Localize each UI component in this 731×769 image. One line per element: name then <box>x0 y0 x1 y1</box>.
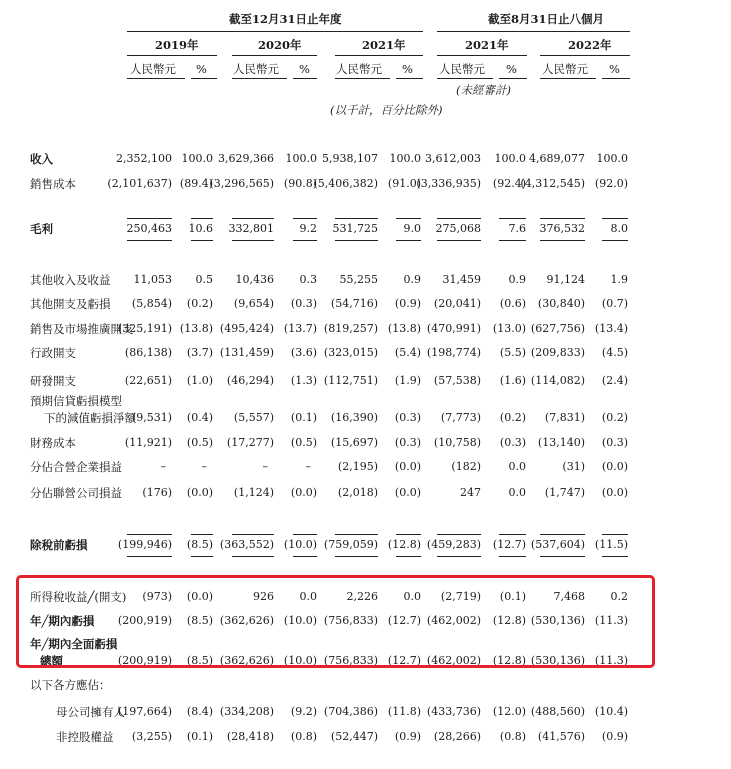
percent-cell: (0.3) <box>290 297 317 310</box>
row-label: 分佔合營企業損益 <box>30 460 122 474</box>
percent-cell: (0.8) <box>290 730 317 743</box>
percent-cell: (8.5) <box>186 614 213 627</box>
rule <box>335 55 423 56</box>
amount-cell: (462,002) <box>426 654 481 667</box>
header-interim-group: 截至8月31日止八個月 <box>488 12 605 26</box>
amount-cell: (7,773) <box>440 411 481 424</box>
amount-cell: (182) <box>451 460 481 473</box>
row-label: 其他開支及虧損 <box>30 297 111 311</box>
amount-cell: (530,136) <box>530 614 585 627</box>
subtotal-rule <box>127 240 172 241</box>
amount-cell: (973) <box>142 590 172 603</box>
subtotal-rule <box>127 534 172 535</box>
percent-cell: 10.6 <box>188 222 213 235</box>
percent-cell: (12.7) <box>492 538 526 551</box>
percent-cell: (12.8) <box>387 538 421 551</box>
amount-cell: (114,082) <box>530 374 585 387</box>
amount-cell: (819,257) <box>323 322 378 335</box>
amount-cell: (756,833) <box>323 614 378 627</box>
amount-cell: (2,101,637) <box>107 177 172 190</box>
rule <box>293 78 317 79</box>
amount-cell: (209,833) <box>530 346 585 359</box>
percent-cell: (8.4) <box>186 705 213 718</box>
subtotal-rule <box>191 240 213 241</box>
amount-cell: (4,312,545) <box>520 177 585 190</box>
row-label-continued: 總額 <box>40 654 63 668</box>
percent-cell: (0.3) <box>394 411 421 424</box>
row-label: 毛利 <box>30 222 53 236</box>
amount-cell: (16,390) <box>330 411 378 424</box>
percent-cell: 0.0 <box>508 486 526 499</box>
subtotal-rule <box>396 556 421 557</box>
amount-cell: (459,283) <box>426 538 481 551</box>
header-year-2021: 2021年 <box>362 38 406 52</box>
amount-cell: (197,664) <box>117 705 172 718</box>
amount-cell: 7,468 <box>553 590 585 603</box>
amount-cell: 250,463 <box>126 222 172 235</box>
subtotal-rule <box>499 556 526 557</box>
subtotal-rule <box>540 218 585 219</box>
row-label: 除稅前虧損 <box>30 538 88 552</box>
amount-cell: (20,041) <box>433 297 481 310</box>
subtotal-rule <box>335 534 378 535</box>
amount-cell: (2,018) <box>337 486 378 499</box>
percent-cell: (10.0) <box>283 538 317 551</box>
amount-cell: (9,531) <box>131 411 172 424</box>
subtotal-rule <box>335 218 378 219</box>
amount-cell: (2,195) <box>337 460 378 473</box>
percent-cell: (11.3) <box>594 614 628 627</box>
percent-cell: 0.3 <box>299 273 317 286</box>
amount-cell: 3,629,366 <box>218 152 274 165</box>
percent-cell: 0.0 <box>299 590 317 603</box>
amount-cell: (704,386) <box>323 705 378 718</box>
amount-cell: 531,725 <box>332 222 378 235</box>
amount-cell: 3,612,003 <box>425 152 481 165</box>
amount-cell: 91,124 <box>546 273 585 286</box>
percent-cell: (12.7) <box>387 654 421 667</box>
subtotal-rule <box>293 556 317 557</box>
percent-cell: – <box>305 460 311 473</box>
amount-cell: (10,758) <box>433 436 481 449</box>
amount-cell: (5,406,382) <box>313 177 378 190</box>
percent-cell: 100.0 <box>389 152 421 165</box>
amount-cell: 31,459 <box>442 273 481 286</box>
percent-cell: 7.6 <box>508 222 526 235</box>
row-label: 所得稅收益╱(開支) <box>30 590 127 604</box>
header-year-2019: 2019年 <box>155 38 199 52</box>
percent-cell: 0.0 <box>508 460 526 473</box>
row-label: 年╱期內虧損 <box>30 614 95 628</box>
pct-label: % <box>402 62 413 76</box>
subtotal-rule <box>232 240 274 241</box>
amount-cell: (530,136) <box>530 654 585 667</box>
amount-cell: (7,831) <box>544 411 585 424</box>
subtotal-rule <box>437 218 481 219</box>
pct-label: % <box>609 62 620 76</box>
percent-cell: (1.9) <box>394 374 421 387</box>
amount-cell: 376,532 <box>539 222 585 235</box>
amount-cell: (3,336,935) <box>416 177 481 190</box>
amount-cell: (470,991) <box>426 322 481 335</box>
amount-cell: (627,756) <box>530 322 585 335</box>
subtotal-rule <box>396 534 421 535</box>
amount-cell: (46,294) <box>226 374 274 387</box>
amount-cell: (200,919) <box>117 654 172 667</box>
percent-cell: (92.0) <box>594 177 628 190</box>
percent-cell: (91.0) <box>387 177 421 190</box>
percent-cell: (92.4) <box>492 177 526 190</box>
percent-cell: (0.0) <box>601 486 628 499</box>
percent-cell: (0.3) <box>601 436 628 449</box>
amount-cell: 2,226 <box>346 590 378 603</box>
subtotal-rule <box>602 534 628 535</box>
rule <box>335 78 390 79</box>
subtotal-rule <box>232 218 274 219</box>
header-year-2021-interim: 2021年 <box>465 38 509 52</box>
amount-cell: (13,140) <box>537 436 585 449</box>
row-label: 研發開支 <box>30 374 76 388</box>
amount-cell: 11,053 <box>133 273 172 286</box>
amount-cell: 926 <box>253 590 274 603</box>
percent-cell: (1.6) <box>499 374 526 387</box>
subtotal-rule <box>437 240 481 241</box>
amount-cell: (86,138) <box>124 346 172 359</box>
amount-cell: 275,068 <box>435 222 481 235</box>
header-year-2022-interim: 2022年 <box>568 38 612 52</box>
row-label: 銷售成本 <box>30 177 76 191</box>
header-year-group: 截至12月31日止年度 <box>229 12 342 26</box>
amount-cell: (325,191) <box>117 322 172 335</box>
percent-cell: (8.5) <box>186 654 213 667</box>
percent-cell: (11.5) <box>594 538 628 551</box>
subtotal-rule <box>540 240 585 241</box>
amount-cell: (363,552) <box>219 538 274 551</box>
percent-cell: (13.4) <box>594 322 628 335</box>
percent-cell: (8.5) <box>186 538 213 551</box>
percent-cell: 0.2 <box>610 590 628 603</box>
row-label: 銷售及市場推廣開支 <box>30 322 134 336</box>
percent-cell: (11.3) <box>594 654 628 667</box>
pct-label: % <box>299 62 310 76</box>
header-year-2020: 2020年 <box>258 38 302 52</box>
amount-cell: (176) <box>142 486 172 499</box>
percent-cell: (0.9) <box>394 730 421 743</box>
row-label: 財務成本 <box>30 436 76 450</box>
amount-cell: (362,626) <box>219 614 274 627</box>
percent-cell: 0.9 <box>508 273 526 286</box>
amount-cell: (52,447) <box>330 730 378 743</box>
unit-note: (以千計，百分比除外) <box>330 103 443 117</box>
amount-cell: (22,651) <box>124 374 172 387</box>
amount-cell: (31) <box>562 460 585 473</box>
unaudited-note: (未經審計) <box>456 83 511 97</box>
amount-cell: 5,938,107 <box>322 152 378 165</box>
percent-cell: (0.0) <box>601 460 628 473</box>
percent-cell: (10.4) <box>594 705 628 718</box>
amount-cell: – <box>160 460 166 473</box>
amount-cell: (759,059) <box>323 538 378 551</box>
percent-cell: 100.0 <box>596 152 628 165</box>
percent-cell: 100.0 <box>285 152 317 165</box>
pct-label: % <box>506 62 517 76</box>
amount-cell: (1,747) <box>544 486 585 499</box>
amount-cell: 55,255 <box>339 273 378 286</box>
amount-cell: (17,277) <box>226 436 274 449</box>
percent-cell: (3.7) <box>186 346 213 359</box>
subtotal-rule <box>335 240 378 241</box>
amount-cell: (334,208) <box>219 705 274 718</box>
percent-cell: 100.0 <box>494 152 526 165</box>
subtotal-rule <box>127 556 172 557</box>
amount-cell: (54,716) <box>330 297 378 310</box>
percent-cell: (0.4) <box>186 411 213 424</box>
row-label: 以下各方應佔： <box>30 678 111 692</box>
amount-cell: (15,697) <box>330 436 378 449</box>
percent-cell: (12.8) <box>492 654 526 667</box>
currency-label: 人民幣元 <box>130 62 176 76</box>
subtotal-rule <box>499 240 526 241</box>
percent-cell: (13.0) <box>492 322 526 335</box>
percent-cell: (0.9) <box>601 730 628 743</box>
amount-cell: (362,626) <box>219 654 274 667</box>
row-label: 行政開支 <box>30 346 76 360</box>
percent-cell: 9.0 <box>403 222 421 235</box>
row-label-continued: 下的減值虧損淨額 <box>44 411 136 425</box>
percent-cell: (13.8) <box>179 322 213 335</box>
amount-cell: (200,919) <box>117 614 172 627</box>
percent-cell: (0.5) <box>290 436 317 449</box>
currency-label: 人民幣元 <box>336 62 382 76</box>
percent-cell: (0.1) <box>499 590 526 603</box>
rule <box>499 78 527 79</box>
subtotal-rule <box>293 534 317 535</box>
subtotal-rule <box>396 218 421 219</box>
percent-cell: 8.0 <box>610 222 628 235</box>
amount-cell: (28,418) <box>226 730 274 743</box>
subtotal-rule <box>602 240 628 241</box>
percent-cell: (5.5) <box>499 346 526 359</box>
percent-cell: (0.0) <box>186 486 213 499</box>
percent-cell: (13.8) <box>387 322 421 335</box>
subtotal-rule <box>499 534 526 535</box>
percent-cell: (9.2) <box>290 705 317 718</box>
rule <box>540 78 596 79</box>
amount-cell: 10,436 <box>235 273 274 286</box>
subtotal-rule <box>437 534 481 535</box>
currency-label: 人民幣元 <box>542 62 588 76</box>
subtotal-rule <box>191 218 213 219</box>
header-rule-year <box>127 31 423 32</box>
rule <box>437 55 527 56</box>
percent-cell: (89.4) <box>179 177 213 190</box>
subtotal-rule <box>540 534 585 535</box>
amount-cell: (9,654) <box>233 297 274 310</box>
percent-cell: (0.3) <box>499 436 526 449</box>
rule <box>232 78 287 79</box>
percent-cell: (0.1) <box>290 411 317 424</box>
percent-cell: (10.0) <box>283 654 317 667</box>
amount-cell: (198,774) <box>426 346 481 359</box>
subtotal-rule <box>602 218 628 219</box>
subtotal-rule <box>602 556 628 557</box>
currency-label: 人民幣元 <box>233 62 279 76</box>
percent-cell: (12.0) <box>492 705 526 718</box>
percent-cell: 1.9 <box>610 273 628 286</box>
amount-cell: (5,854) <box>131 297 172 310</box>
subtotal-rule <box>293 240 317 241</box>
percent-cell: (0.0) <box>290 486 317 499</box>
amount-cell: (495,424) <box>219 322 274 335</box>
amount-cell: – <box>262 460 268 473</box>
subtotal-rule <box>127 218 172 219</box>
pct-label: % <box>196 62 207 76</box>
amount-cell: (756,833) <box>323 654 378 667</box>
amount-cell: (11,921) <box>124 436 172 449</box>
percent-cell: 100.0 <box>181 152 213 165</box>
amount-cell: 2,352,100 <box>116 152 172 165</box>
subtotal-rule <box>499 218 526 219</box>
amount-cell: (537,604) <box>530 538 585 551</box>
percent-cell: (0.5) <box>186 436 213 449</box>
amount-cell: 332,801 <box>228 222 274 235</box>
rule <box>602 78 630 79</box>
amount-cell: (323,015) <box>323 346 378 359</box>
rule <box>232 55 317 56</box>
amount-cell: (3,255) <box>131 730 172 743</box>
rule <box>127 78 185 79</box>
percent-cell: (0.9) <box>394 297 421 310</box>
subtotal-rule <box>232 534 274 535</box>
percent-cell: (0.0) <box>186 590 213 603</box>
subtotal-rule <box>293 218 317 219</box>
amount-cell: 4,689,077 <box>529 152 585 165</box>
percent-cell: (10.0) <box>283 614 317 627</box>
amount-cell: (433,736) <box>426 705 481 718</box>
rule <box>396 78 423 79</box>
amount-cell: (462,002) <box>426 614 481 627</box>
row-label: 其他收入及收益 <box>30 273 111 287</box>
rule <box>540 55 630 56</box>
header-rule-interim <box>437 31 630 32</box>
amount-cell: (5,557) <box>233 411 274 424</box>
percent-cell: (0.6) <box>499 297 526 310</box>
row-label: 年╱期內全面虧損 <box>30 637 118 651</box>
percent-cell: 0.0 <box>403 590 421 603</box>
amount-cell: (28,266) <box>433 730 481 743</box>
percent-cell: (0.0) <box>394 460 421 473</box>
subtotal-rule <box>437 556 481 557</box>
percent-cell: (0.2) <box>499 411 526 424</box>
percent-cell: (11.8) <box>387 705 421 718</box>
row-label: 分佔聯營公司損益 <box>30 486 122 500</box>
row-label: 收入 <box>30 152 53 166</box>
rule <box>127 55 217 56</box>
percent-cell: (13.7) <box>283 322 317 335</box>
currency-label: 人民幣元 <box>439 62 485 76</box>
rule <box>191 78 217 79</box>
subtotal-rule <box>540 556 585 557</box>
highlight-box <box>16 575 655 668</box>
percent-cell: (1.3) <box>290 374 317 387</box>
percent-cell: 0.5 <box>195 273 213 286</box>
rule <box>437 78 493 79</box>
subtotal-rule <box>396 240 421 241</box>
percent-cell: (12.8) <box>492 614 526 627</box>
percent-cell: 0.9 <box>403 273 421 286</box>
row-label: 非控股權益 <box>56 730 114 744</box>
percent-cell: (0.2) <box>601 411 628 424</box>
subtotal-rule <box>191 534 213 535</box>
percent-cell: (0.7) <box>601 297 628 310</box>
percent-cell: (0.3) <box>394 436 421 449</box>
percent-cell: (12.7) <box>387 614 421 627</box>
amount-cell: (488,560) <box>530 705 585 718</box>
subtotal-rule <box>191 556 213 557</box>
percent-cell: 9.2 <box>299 222 317 235</box>
subtotal-rule <box>232 556 274 557</box>
percent-cell: (2.4) <box>601 374 628 387</box>
amount-cell: (2,719) <box>440 590 481 603</box>
percent-cell: (5.4) <box>394 346 421 359</box>
percent-cell: (0.8) <box>499 730 526 743</box>
amount-cell: (199,946) <box>117 538 172 551</box>
percent-cell: (3.6) <box>290 346 317 359</box>
amount-cell: (1,124) <box>233 486 274 499</box>
amount-cell: (30,840) <box>537 297 585 310</box>
percent-cell: (90.8) <box>283 177 317 190</box>
row-label: 母公司擁有人 <box>56 705 125 719</box>
percent-cell: (0.0) <box>394 486 421 499</box>
subtotal-rule <box>335 556 378 557</box>
percent-cell: – <box>201 460 207 473</box>
amount-cell: (3,296,565) <box>209 177 274 190</box>
percent-cell: (4.5) <box>601 346 628 359</box>
percent-cell: (1.0) <box>186 374 213 387</box>
amount-cell: (57,538) <box>433 374 481 387</box>
amount-cell: 247 <box>460 486 481 499</box>
percent-cell: (0.1) <box>186 730 213 743</box>
amount-cell: (131,459) <box>219 346 274 359</box>
percent-cell: (0.2) <box>186 297 213 310</box>
amount-cell: (41,576) <box>537 730 585 743</box>
row-label: 預期信貸虧損模型 <box>30 394 122 408</box>
amount-cell: (112,751) <box>323 374 378 387</box>
